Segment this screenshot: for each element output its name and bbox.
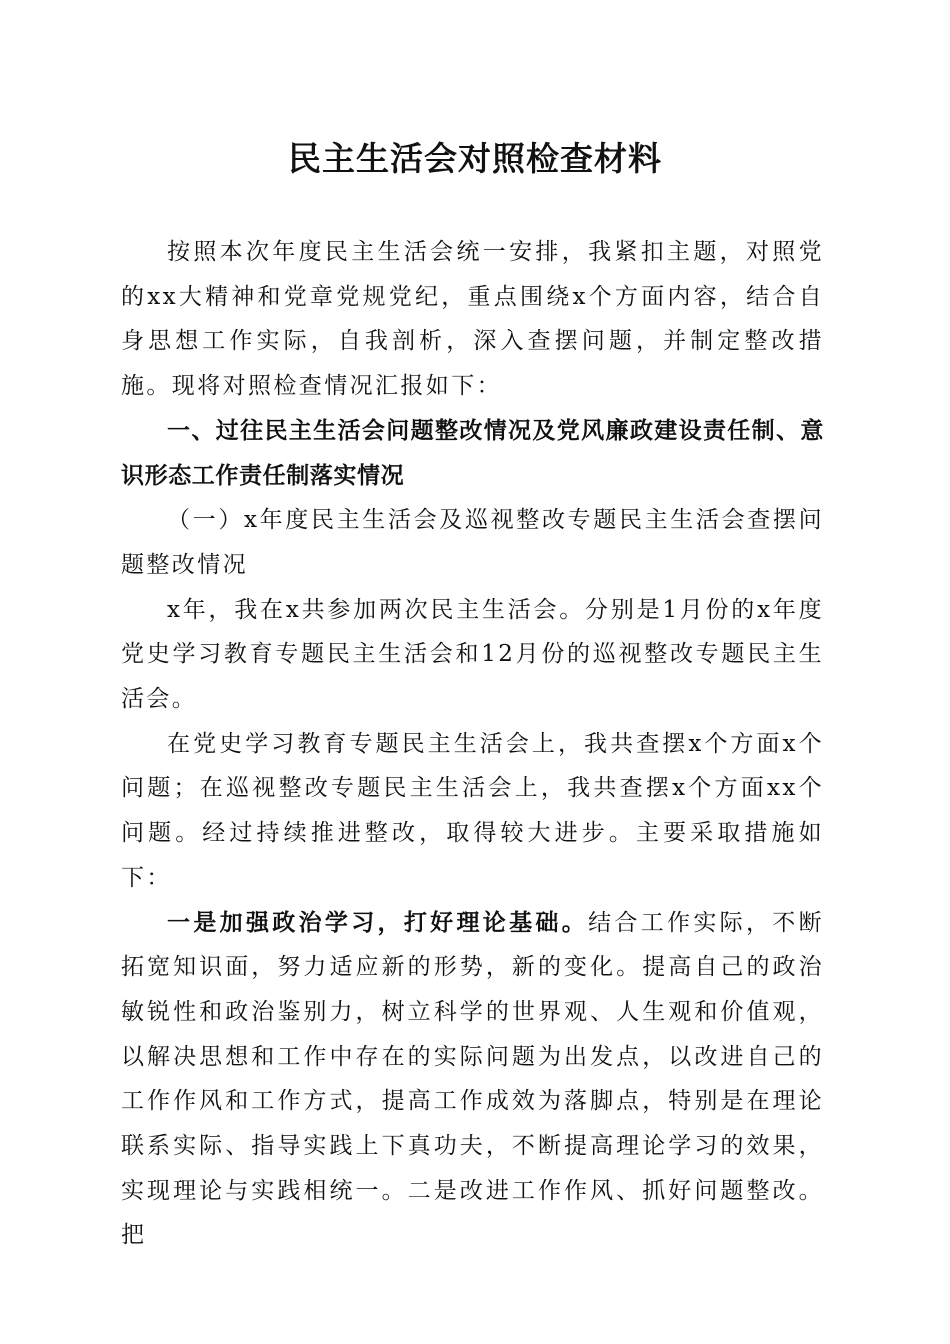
paragraph-3-body: 结合工作实际，不断拓宽知识面，努力适应新的形势，新的变化。提高自己的政治敏锐性和政治鉴别力，树立科学的世界观、人生观和价值观，以解决思想和工作中存在的实际问题为出发点，以改进自己的工作作风和工作方式，提高工作成效为落脚点，特别是在理论联系实际、指导实践上下真功夫，不断提高理论学习的效果，实现理论与实践相统一。二是改进工作作风、抓好问题整改。把 xyxy=(121,909,824,1249)
paragraph-3 xyxy=(121,901,824,1259)
paragraph-1: x年，我在x共参加两次民主生活会。分别是1月份的x年度党史学习教育专题民主生活会和12月份的巡视整改专题民主生活会。 xyxy=(121,596,824,713)
paragraph-2: 在党史学习教育专题民主生活会上，我共查摆x个方面x个问题；在巡视整改专题民主生活会上，我共查摆x个方面xx个问题。经过持续推进整改，取得较大进步。主要采取措施如下： xyxy=(121,730,824,891)
intro-paragraph: 按照本次年度民主生活会统一安排，我紧扣主题，对照党的xx大精神和党章党规党纪，重点围绕x个方面内容，结合自身思想工作实际，自我剖析，深入查摆问题，并制定整改措施。现将对照检查情况汇报如下： xyxy=(121,239,824,400)
document-body xyxy=(121,230,824,1258)
document-title: 民主生活会对照检查材料 xyxy=(288,139,662,178)
section-heading-1: 一、过往民主生活会问题整改情况及党风廉政建设责任制、意识形态工作责任制落实情况 xyxy=(121,417,824,489)
subsection-heading-1: （一）x年度民主生活会及巡视整改专题民主生活会查摆问题整改情况 xyxy=(121,507,824,578)
paragraph-3-lead: 一是加强政治学习，打好理论基础。 xyxy=(167,908,589,936)
